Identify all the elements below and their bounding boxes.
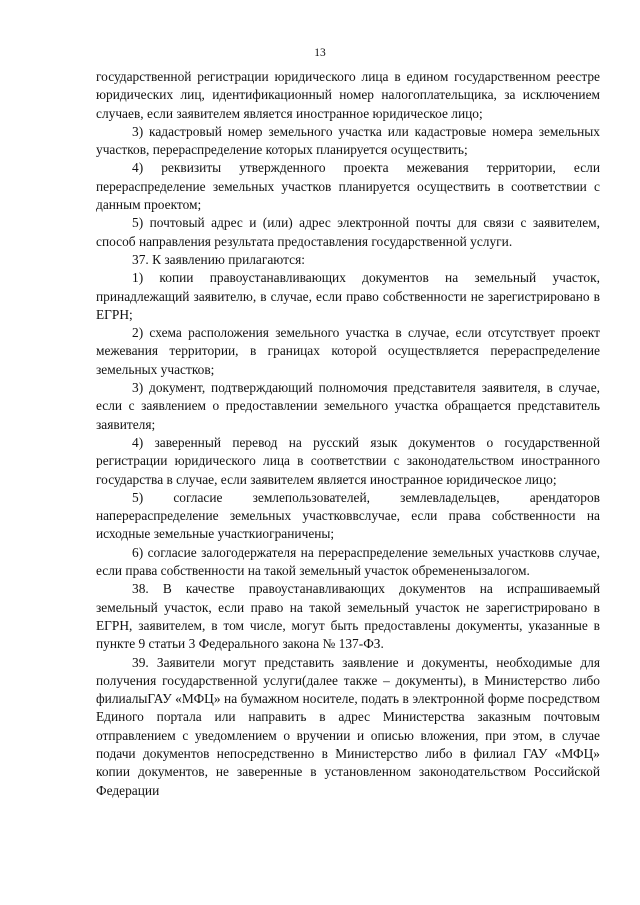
paragraph-clause-38: 38. В качестве правоустанавливающих документов на испрашиваемый земельный участок, если право на такой земельный участок не зарегистрировано в ЕГРН, заявителем, в том числе, могут быть предоставлены документы, указанные в пункте 9 статьи 3 Федерального закона № 137-ФЗ.: [96, 581, 600, 652]
paragraph-attachment-3: 3) документ, подтверждающий полномочия представителя заявителя, в случае, если с заявлением о предоставлении земельного участка обращается представитель заявителя;: [96, 380, 600, 432]
page-number: 13: [314, 47, 326, 59]
paragraph-item-4: 4) реквизиты утвержденного проекта межевания территории, если перераспределение земельных участков планируется осуществить в соответствии с данным проектом;: [96, 160, 600, 213]
paragraph-attachment-4: 4) заверенный перевод на русский язык документов о государственной регистрации юридического лица в соответствии с законодательством иностранного государства в случае, если заявителем является иностранное юридическое лицо;: [96, 434, 600, 487]
paragraph-clause-39: 39. Заявители могут представить заявление и документы, необходимые для получения государственной услуги(далее также – документы), в Министерство либо филиалыГАУ «МФЦ» на бумажном носителе, подать в электронной форме посредством Единого портала или направить в адрес Министерства заказным почтовым отправлением с уведомлением о вручении и описью вложения, при этом, в случае подачи документов непосредственно в Министерство либо в филиал ГАУ «МФЦ» копии документов, не заверенные в установленном законодательством Российской Федерации: [96, 654, 600, 798]
paragraph-clause-37: 37. К заявлению прилагаются:: [132, 251, 305, 267]
paragraph-item-3: 3) кадастровый номер земельного участка или кадастровые номера земельных участков, перераспределение которых планируется осуществить;: [96, 123, 600, 158]
paragraph-item-5: 5) почтовый адрес и (или) адрес электронной почты для связи с заявителем, способ направления результата предоставления государственной услуги.: [96, 215, 600, 249]
paragraph-attachment-2: 2) схема расположения земельного участка в случае, если отсутствует проект межевания территории, в границах которой осуществляется перераспределение земельных участков;: [96, 325, 600, 377]
paragraph-attachment-1: 1) копии правоустанавливающих документов на земельный участок, принадлежащий заявителю, в случае, если право собственности не зарегистрировано в ЕГРН;: [96, 270, 600, 322]
paragraph-attachment-6: 6) согласие залогодержателя на перераспределение земельных участковв случае, если права собственности на такой земельный участок обремененызалогом.: [96, 544, 600, 579]
document-body: [96, 68, 600, 800]
paragraph-continuation: государственной регистрации юридического лица в едином государственном реестре юридических лиц, идентификационный номер налогоплательщика, за исключением случаев, если заявителем является иностранное юридическое лицо;: [96, 69, 600, 121]
paragraph-attachment-5: 5) согласие землепользователей, землевладельцев, арендаторов наперераспределение земельных участковвслучае, если права собственности на исходные земельные участкиограничены;: [96, 489, 600, 542]
